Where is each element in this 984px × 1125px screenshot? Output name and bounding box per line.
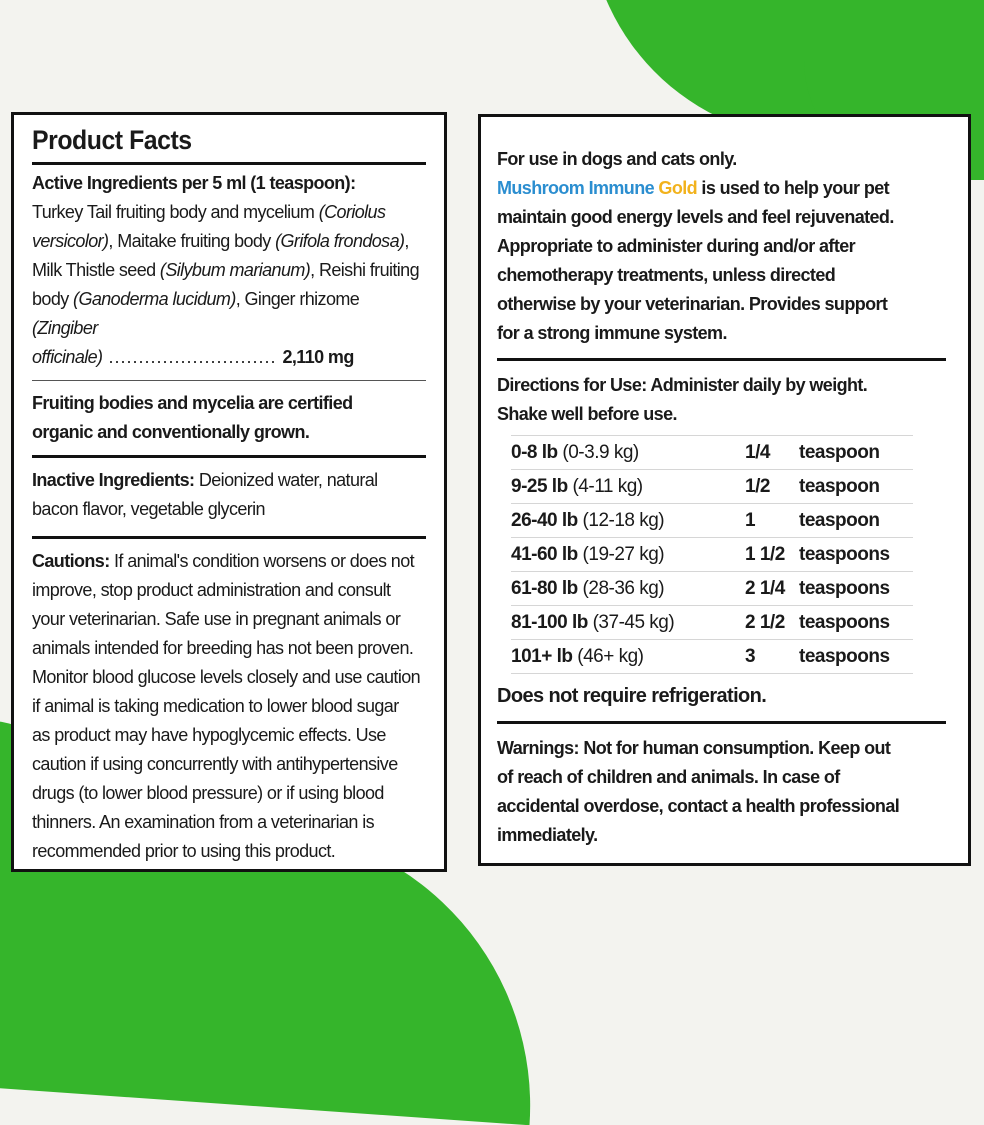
directions-section: Directions for Use: Administer daily by weight. Shake well before use. <box>497 375 868 424</box>
ingredient-line: Milk Thistle seed (Silybum marianum), Reishi fruiting <box>32 260 420 280</box>
table-row: 0-8 lb (0-3.9 kg) 1/4 teaspoon <box>511 436 913 470</box>
ingredient-line: Turkey Tail fruiting body and mycelium (Coriolus <box>32 202 386 222</box>
dosage-table <box>511 435 913 674</box>
table-row: 61-80 lb (28-36 kg) 2 1/4 teaspoons <box>511 572 913 606</box>
divider <box>497 358 946 361</box>
table-row: 26-40 lb (12-18 kg) 1 teaspoon <box>511 504 913 538</box>
ingredient-line: versicolor), Maitake fruiting body (Grifola frondosa), <box>32 231 409 251</box>
active-ingredients-heading: Active Ingredients per 5 ml (1 teaspoon): <box>32 173 356 193</box>
brand-name-gold: Gold <box>658 178 698 198</box>
table-row: 41-60 lb (19-27 kg) 1 1/2 teaspoons <box>511 538 913 572</box>
divider <box>32 536 426 539</box>
table-row: 9-25 lb (4-11 kg) 1/2 teaspoon <box>511 470 913 504</box>
ingredient-amount-line: officinale) ............................ 2,110 mg <box>32 347 354 367</box>
divider <box>32 162 426 165</box>
certified-note: Fruiting bodies and mycelia are certified organic and conventionally grown. <box>32 393 353 442</box>
divider <box>497 721 946 724</box>
storage-note: Does not require refrigeration. <box>497 685 767 707</box>
usage-description: For use in dogs and cats only. Mushroom Immune Gold is used to help your pet maintain good energy levels and feel rejuvenated. Appropriate to administer during and/or after chemotherapy treatments, unless directed otherwise by your veterinarian. Provides support for a strong immune system. <box>497 149 894 343</box>
ingredient-amount: 2,110 mg <box>282 347 354 367</box>
cautions-section: Cautions: If animal's condition worsens or does not improve, stop product administration and consult your veterinarian. Safe use in pregnant animals or animals intended for breeding has not been proven. Monitor blood glucose levels closely and use caution if animal is taking medication to lower blood sugar as product may have hypoglycemic effects. Use caution if using concurrently with antihypertensive drugs (to lower blood pressure) or if using blood thinners. An examination from a veterinarian is recommended prior to using this product. <box>32 551 421 861</box>
ingredient-line: body (Ganoderma lucidum), Ginger rhizome (Zingiber <box>32 289 360 338</box>
product-facts-panel <box>11 112 447 872</box>
directions-panel <box>478 114 971 866</box>
product-facts-title: Product Facts <box>32 125 192 155</box>
warnings-section: Warnings: Not for human consumption. Keep out of reach of children and animals. In case of accidental overdose, contact a health professional immediately. <box>497 738 900 845</box>
inactive-ingredients-section: Inactive Ingredients: Deionized water, natural bacon flavor, vegetable glycerin <box>32 470 378 519</box>
table-row: 101+ lb (46+ kg) 3 teaspoons <box>511 640 913 674</box>
divider <box>32 380 426 381</box>
active-ingredients-section <box>32 169 426 372</box>
divider <box>32 455 426 458</box>
table-row: 81-100 lb (37-45 kg) 2 1/2 teaspoons <box>511 606 913 640</box>
brand-name: Mushroom Immune <box>497 178 655 198</box>
